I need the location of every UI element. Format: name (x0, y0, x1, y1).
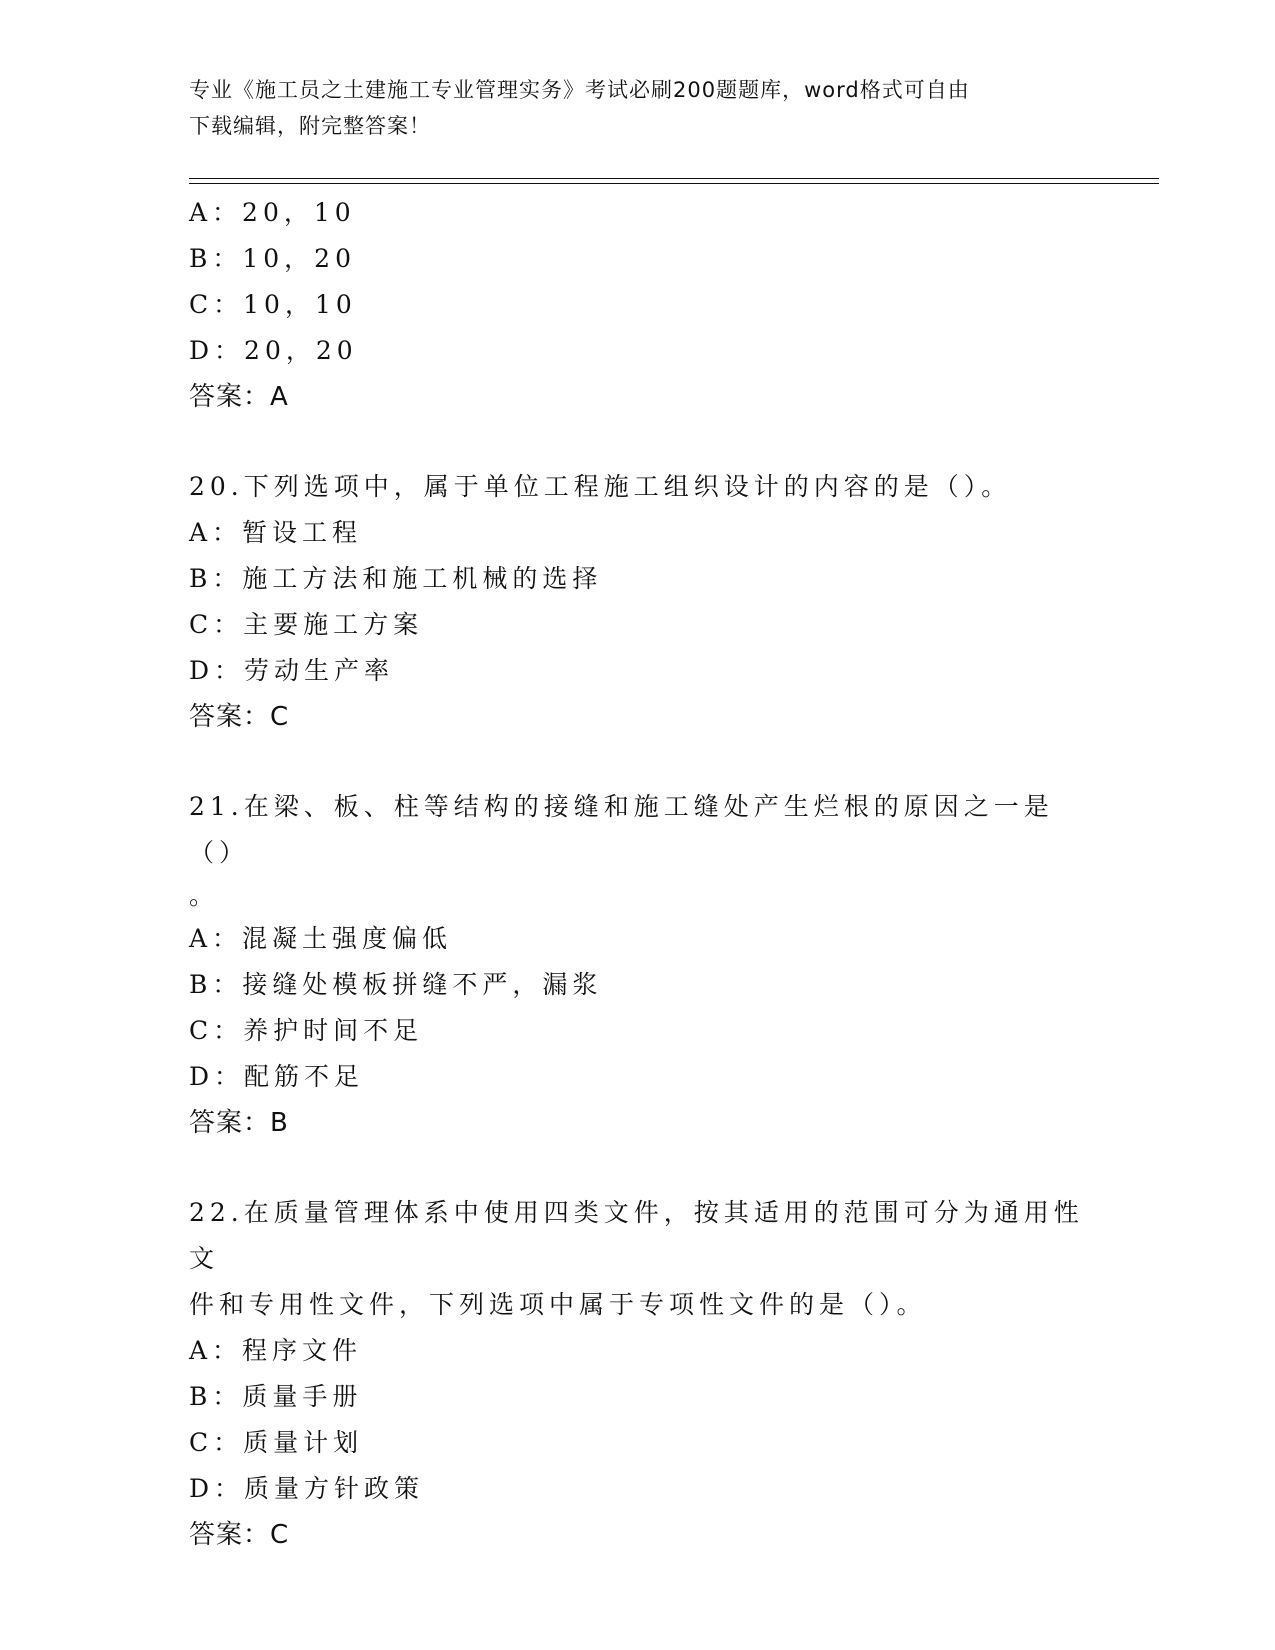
option-b: B：接缝处模板拼缝不严，漏浆 (189, 970, 603, 999)
option-c: C：质量计划 (189, 1428, 364, 1457)
option-d: D：配筋不足 (189, 1062, 365, 1091)
option-a: A：暂设工程 (189, 518, 363, 547)
prev-question-block (189, 190, 1089, 420)
option-d: D：质量方针政策 (189, 1474, 425, 1503)
option-a: A：程序文件 (189, 1336, 363, 1365)
answer-line: 答案：C (189, 702, 290, 732)
option-a: A：混凝土强度偏低 (189, 924, 453, 953)
option-b: B：质量手册 (189, 1382, 363, 1411)
question-text: 20.下列选项中，属于单位工程施工组织设计的内容的是（）。 (189, 472, 1012, 501)
header-title-line-2: 下载编辑，附完整答案！ (189, 114, 431, 138)
option-c: C：主要施工方案 (189, 610, 424, 639)
option-b: B：10，20 (189, 244, 356, 273)
question-text-line-2: 。 (189, 881, 220, 910)
question-text-line-1: 21.在梁、板、柱等结构的接缝和施工缝处产生烂根的原因之一是（） (189, 792, 1054, 867)
option-d: D：劳动生产率 (189, 656, 395, 685)
question-22 (189, 1190, 1089, 1558)
header-divider-top (189, 178, 1159, 179)
question-text-line-2: 件和专用性文件，下列选项中属于专项性文件的是（）。 (189, 1290, 927, 1319)
document-header (189, 72, 1069, 144)
option-c: C：养护时间不足 (189, 1016, 424, 1045)
question-text-line-1: 22.在质量管理体系中使用四类文件，按其适用的范围可分为通用性文 (189, 1198, 1084, 1273)
question-21 (189, 784, 1089, 1146)
header-divider-bottom (189, 183, 1159, 184)
question-list (189, 190, 1089, 1602)
answer-line: 答案：C (189, 1520, 290, 1550)
option-a: A：20，10 (189, 198, 356, 227)
option-d: D：20，20 (189, 336, 358, 365)
question-20 (189, 464, 1089, 740)
option-b: B：施工方法和施工机械的选择 (189, 564, 603, 593)
answer-line: 答案：B (189, 1108, 289, 1138)
header-title-line-1: 专业《施工员之土建施工专业管理实务》考试必刷200题题库，word格式可自由 (189, 78, 970, 102)
answer-line: 答案：A (189, 382, 289, 412)
option-c: C：10，10 (189, 290, 357, 319)
